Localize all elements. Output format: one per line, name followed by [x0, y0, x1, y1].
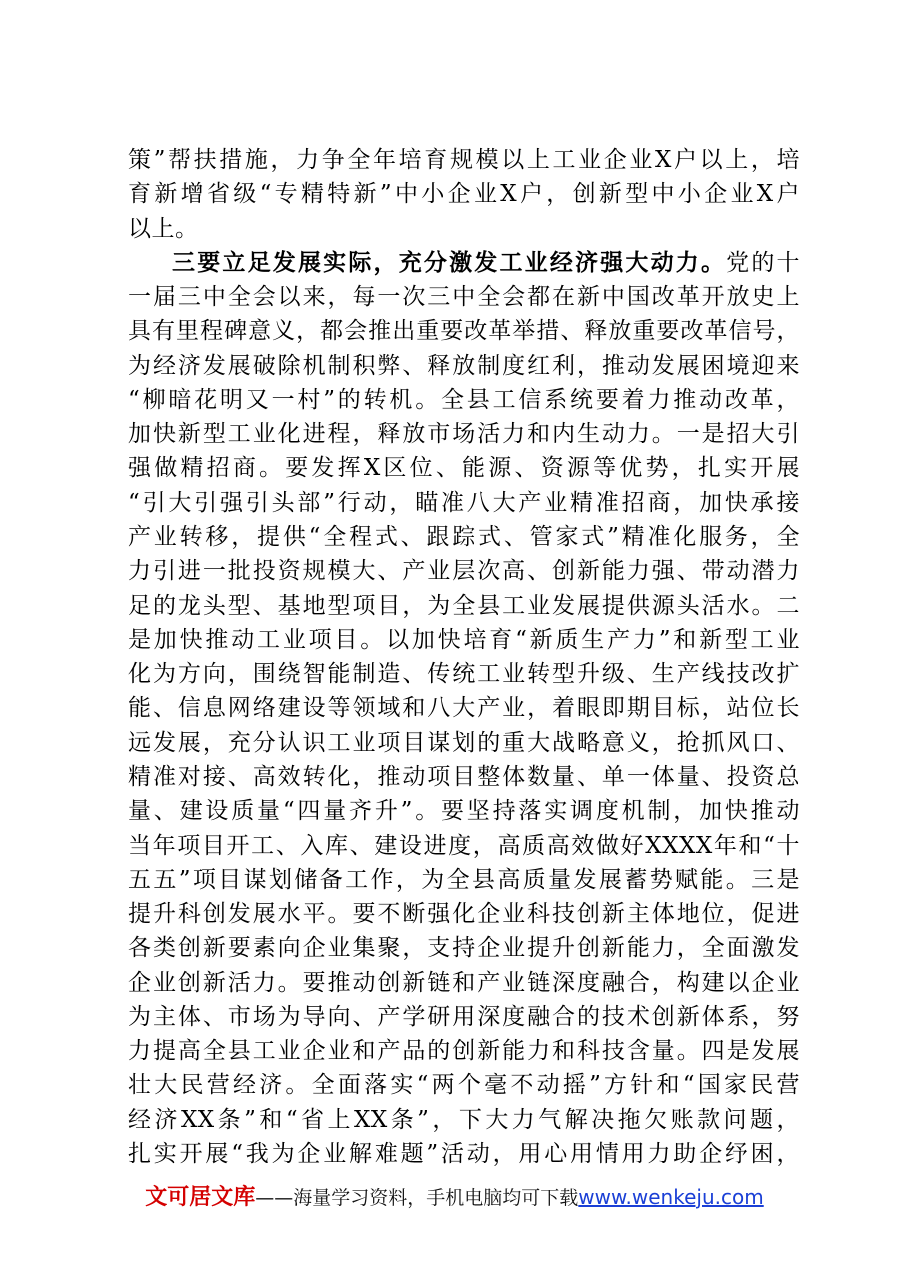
text-line: 力提高全县工业企业和产品的创新能力和科技含量。四是发展 [128, 1038, 800, 1064]
text-line: 强做精招商。要发挥X区位、能源、资源等优势，扎实开展 [128, 455, 800, 481]
text-line: 精准对接、高效转化，推动项目整体数量、单一体量、投资总 [128, 764, 800, 790]
text-line: “柳暗花明又一村”的转机。全县工信系统要着力推动改革， [128, 387, 800, 413]
text-line: 为主体、市场为导向、产学研用深度融合的技术创新体系，努 [128, 1004, 800, 1030]
text-line: 壮大民营经济。全面落实“两个毫不动摇”方针和“国家民营 [128, 1072, 800, 1098]
text-line: 扎实开展“我为企业解难题”活动，用心用情用力助企纾困， [128, 1141, 800, 1167]
text-line: 育新增省级“专精特新”中小企业X户，创新型中小企业X户 [128, 181, 800, 207]
text-line: 为经济发展破除机制积弊、释放制度红利，推动发展困境迎来 [128, 353, 800, 379]
text-line: 产业转移，提供“全程式、跟踪式、管家式”精准化服务，全 [128, 524, 800, 550]
text-line: 足的龙头型、基地型项目，为全县工业发展提供源头活水。二 [128, 593, 800, 619]
text-line: 加快新型工业化进程，释放市场活力和内生动力。一是招大引 [128, 421, 800, 447]
text-line: 经济XX条”和“省上XX条”，下大力气解决拖欠账款问题， [128, 1107, 800, 1133]
text-line: 能、信息网络建设等领域和八大产业，着眼即期目标，站位长 [128, 695, 800, 721]
text-line: 以上。 [128, 216, 199, 242]
text-line: 企业创新活力。要推动创新链和产业链深度融合，构建以企业 [128, 970, 800, 996]
text-line: 各类创新要素向企业集聚，支持企业提升创新能力，全面激发 [128, 935, 800, 961]
text-line: 力引进一批投资规模大、产业层次高、创新能力强、带动潜力 [128, 558, 800, 584]
text-line: “引大引强引头部”行动，瞄准八大产业精准招商，加快承接 [128, 490, 800, 516]
text-line: 具有里程碑意义，都会推出重要改革举措、释放重要改革信号， [128, 318, 800, 344]
text-line: 是加快推动工业项目。以加快培育“新质生产力”和新型工业 [128, 627, 800, 653]
footer-brand: 文可居文库 [145, 1185, 256, 1210]
text-line: 化为方向，围绕智能制造、传统工业转型升级、生产线技改扩 [128, 661, 800, 687]
text-line: 策”帮扶措施，力争全年培育规模以上工业企业X户以上，培 [128, 147, 800, 173]
text-line: 提升科创发展水平。要不断强化企业科技创新主体地位，促进 [128, 901, 800, 927]
page-footer [0, 1182, 909, 1213]
text-fragment: 党的十 [726, 250, 800, 276]
footer-tagline: ——海量学习资料，手机电脑均可下载 [255, 1187, 579, 1209]
section-heading: 三要立足发展实际，充分激发工业经济强大动力。 [172, 249, 727, 276]
paragraph-heading-line [172, 249, 800, 277]
text-line: 当年项目开工、入库、建设进度，高质高效做好XXXX年和“十 [128, 833, 800, 859]
text-line: 量、建设质量“四量齐升”。要坚持落实调度机制，加快推动 [128, 798, 800, 824]
text-line: 一届三中全会以来，每一次三中全会都在新中国改革开放史上 [128, 284, 800, 310]
footer-website-link[interactable]: www.wenkeju.com [578, 1185, 764, 1209]
text-line: 远发展，充分认识工业项目谋划的重大战略意义，抢抓风口、 [128, 730, 800, 756]
text-line: 五五”项目谋划储备工作，为全县高质量发展蓄势赋能。三是 [128, 867, 800, 893]
